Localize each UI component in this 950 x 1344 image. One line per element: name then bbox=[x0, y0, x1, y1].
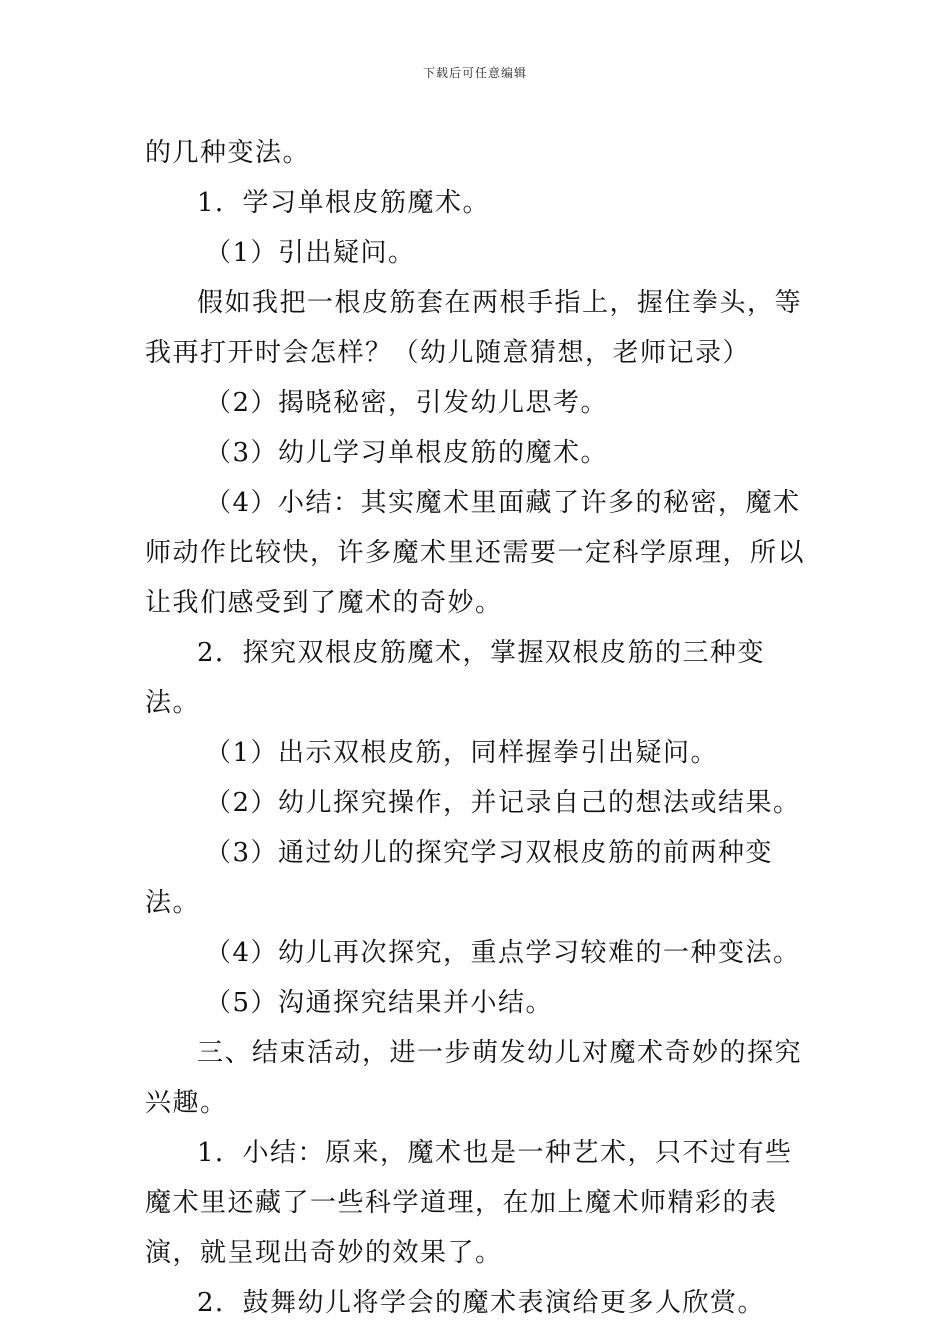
paragraph-step-1-1: （1）引出疑问。 bbox=[205, 238, 416, 268]
paragraph-section-3-encourage: 2．鼓舞幼儿将学会的魔术表演给更多人欣赏。 bbox=[197, 1288, 766, 1318]
paragraph-section-3-heading: 三、结束活动，进一步萌发幼儿对魔术奇妙的探究兴趣。 bbox=[145, 1038, 803, 1118]
paragraph-step-2-2: （2）幼儿探究操作，并记录自己的想法或结果。 bbox=[205, 788, 801, 818]
paragraph-section-3-summary: 1．小结：原来，魔术也是一种艺术，只不过有些魔术里还藏了一些科学道理，在加上魔术师精彩的表演，就呈现出奇妙的效果了。 bbox=[145, 1138, 793, 1268]
paragraph-step-2-heading: 2．探究双根皮筋魔术，掌握双根皮筋的三种变法。 bbox=[145, 638, 766, 718]
paragraph-step-1-heading: 1．学习单根皮筋魔术。 bbox=[197, 188, 491, 218]
paragraph-step-1-4-summary: （4）小结：其实魔术里面藏了许多的秘密，魔术师动作比较快，许多魔术里还需要一定科学原理，所以让我们感受到了魔术的奇妙。 bbox=[145, 488, 806, 618]
paragraph-continuation: 的几种变法。 bbox=[145, 138, 311, 168]
paragraph-step-2-3: （3）通过幼儿的探究学习双根皮筋的前两种变法。 bbox=[145, 838, 774, 918]
paragraph-step-1-3: （3）幼儿学习单根皮筋的魔术。 bbox=[205, 438, 609, 468]
paragraph-step-1-2: （2）揭晓秘密，引发幼儿思考。 bbox=[205, 388, 609, 418]
paragraph-question: 假如我把一根皮筋套在两根手指上，握住拳头，等我再打开时会怎样？（幼儿随意猜想，老师记录） bbox=[145, 288, 803, 368]
paragraph-step-2-1: （1）出示双根皮筋，同样握拳引出疑问。 bbox=[205, 738, 719, 768]
paragraph-step-2-5: （5）沟通探究结果并小结。 bbox=[205, 988, 554, 1018]
page-header: 下载后可任意编辑 bbox=[422, 66, 527, 80]
paragraph-step-2-4: （4）幼儿再次探究，重点学习较难的一种变法。 bbox=[205, 938, 801, 968]
document-body bbox=[145, 128, 810, 1328]
